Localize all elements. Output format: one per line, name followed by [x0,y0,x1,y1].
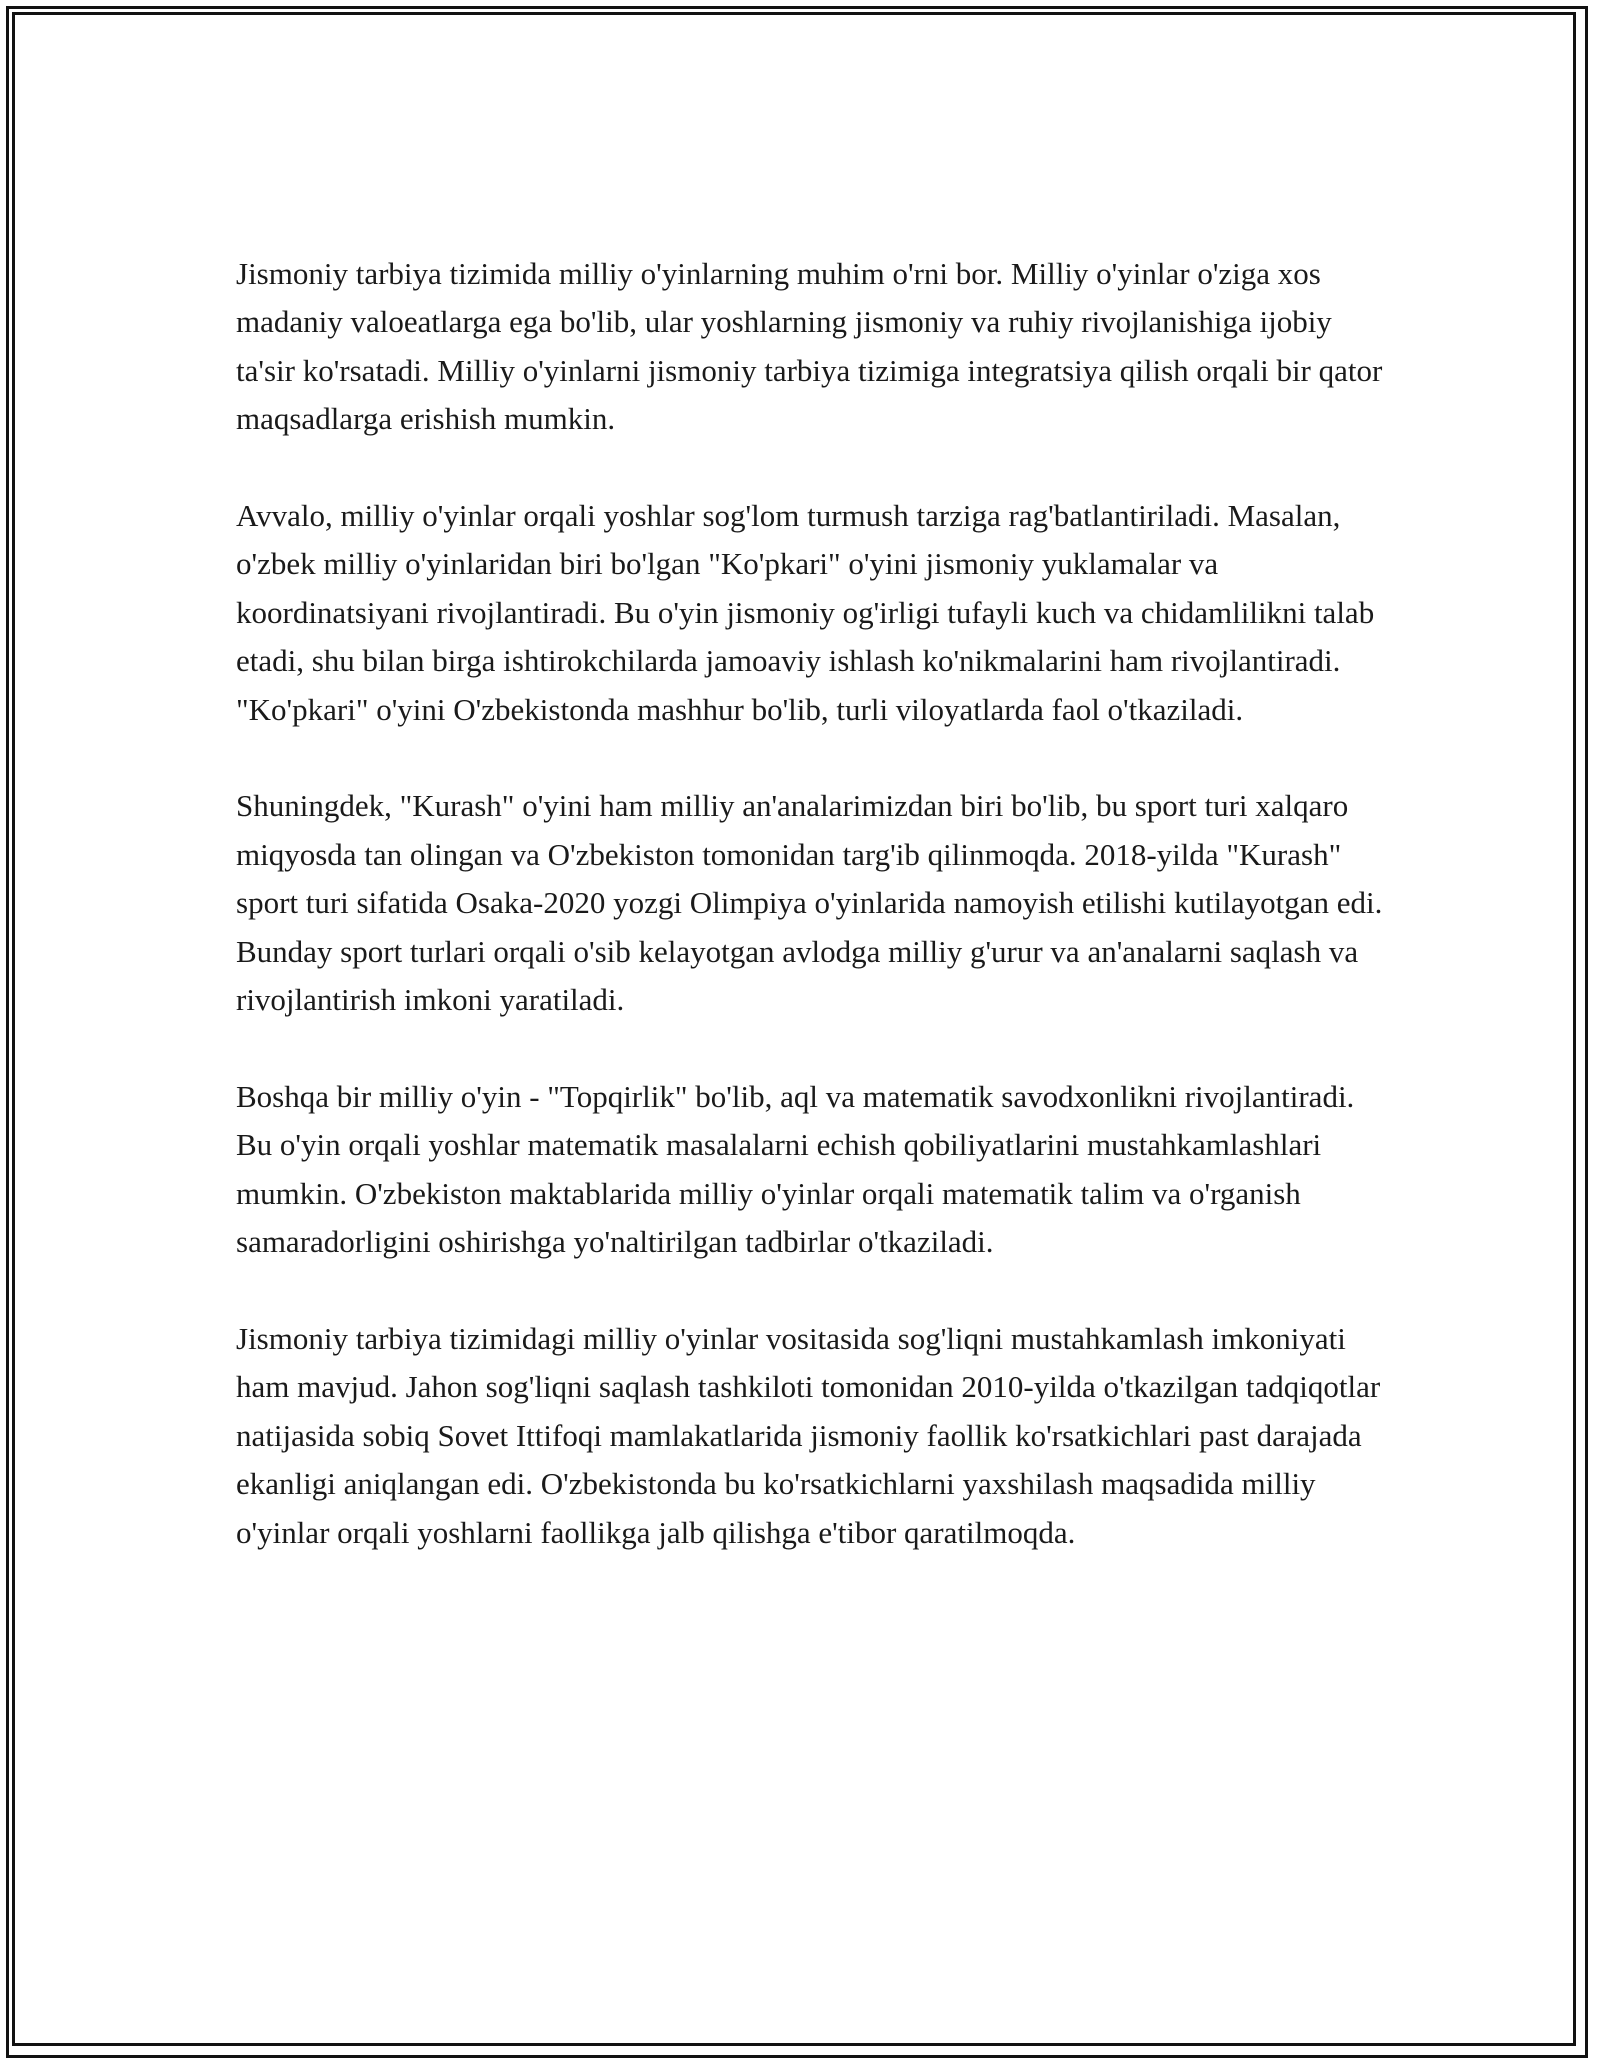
document-body [236,250,1386,1605]
paragraph-1: Jismoniy tarbiya tizimida milliy o'yinlarning muhim o'rni bor. Milliy o'yinlar o'ziga xos madaniy valoeatlarga ega bo'lib, ular yoshlarning jismoniy va ruhiy rivojlanishiga ijobiy ta'sir ko'rsatadi. Milliy o'yinlarni jismoniy tarbiya tizimiga integratsiya qilish orqali bir qator maqsadlarga erishish mumkin. [236,256,1383,437]
paragraph-2: Avvalo, milliy o'yinlar orqali yoshlar sog'lom turmush tarziga rag'batlantiriladi. Masalan, o'zbek milliy o'yinlaridan biri bo'lgan "Ko'pkari" o'yini jismoniy yuklamalar va koordinatsiyani rivojlantiradi. Bu o'yin jismoniy og'irligi tufayli kuch va chidamlilikni talab etadi, shu bilan birga ishtirokchilarda jamoaviy ishlash ko'nikmalarini ham rivojlantiradi. "Ko'pkari" o'yini O'zbekistonda mashhur bo'lib, turli viloyatlarda faol o'tkaziladi. [236,498,1375,727]
paragraph-3: Shuningdek, "Kurash" o'yini ham milliy an'analarimizdan biri bo'lib, bu sport turi xalqaro miqyosda tan olingan va O'zbekiston tomonidan targ'ib qilinmoqda. 2018-yilda "Kurash" sport turi sifatida Osaka-2020 yozgi Olimpiya o'yinlarida namoyish etilishi kutilayotgan edi. Bunday sport turlari orqali o'sib kelayotgan avlodga milliy g'urur va an'analarni saqlash va rivojlantirish imkoni yaratiladi. [236,788,1383,1018]
paragraph-5: Jismoniy tarbiya tizimidagi milliy o'yinlar vositasida sog'liqni mustahkamlash imkoniyati ham mavjud. Jahon sog'liqni saqlash tashkiloti tomonidan 2010-yilda o'tkazilgan tadqiqotlar natijasida sobiq Sovet Ittifoqi mamlakatlarida jismoniy faollik ko'rsatkichlari past darajada ekanligi aniqlangan edi. O'zbekistonda bu ko'rsatkichlarni yaxshilash maqsadida milliy o'yinlar orqali yoshlarni faollikga jalb qilishga e'tibor qaratilmoqda. [236,1320,1381,1550]
paragraph-4: Boshqa bir milliy o'yin - "Topqirlik" bo'lib, aql va matematik savodxonlikni rivojlantiradi. Bu o'yin orqali yoshlar matematik masalalarni echish qobiliyatlarini mustahkamlashlari mumkin. O'zbekiston maktablarida milliy o'yinlar orqali matematik talim va o'rganish samaradorligini oshirishga yo'naltirilgan tadbirlar o'tkaziladi. [236,1078,1355,1260]
